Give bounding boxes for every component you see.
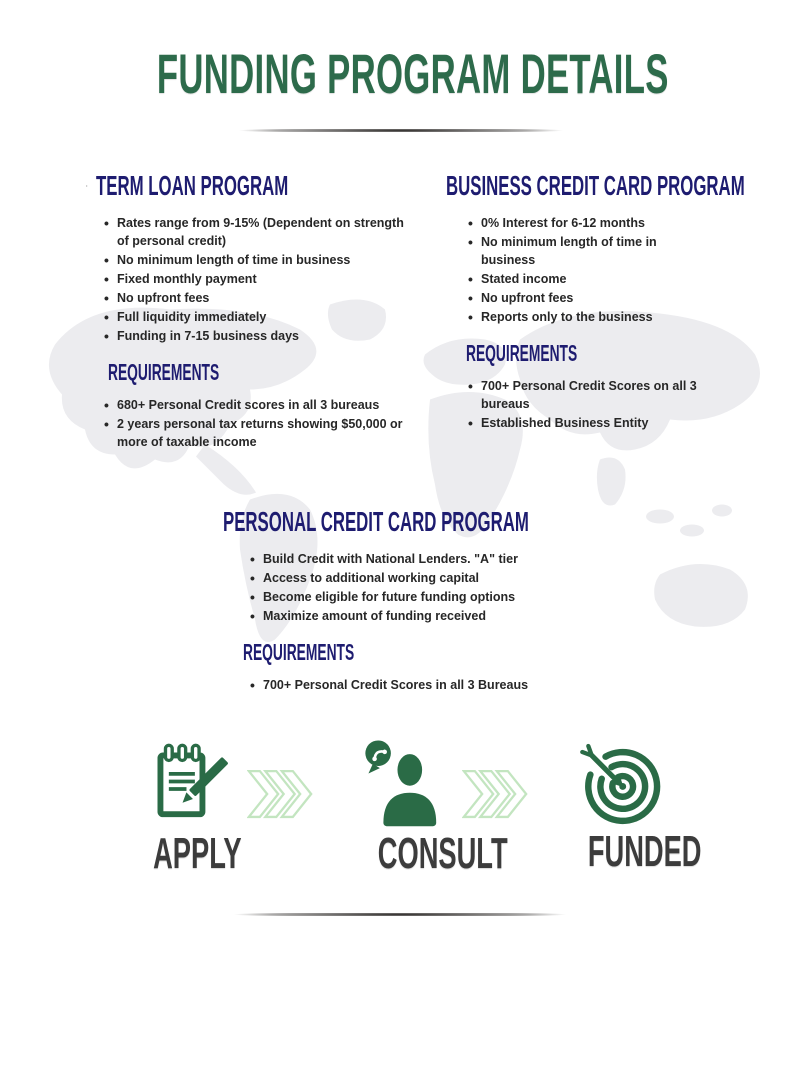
- consultant-phone-icon: [357, 740, 445, 828]
- flag-arrow-icon: [86, 175, 88, 197]
- bullet-item: • 0% Interest for 6-12 months: [468, 214, 668, 232]
- divider: [200, 913, 600, 916]
- bullet-item: • Funding in 7-15 business days: [104, 327, 415, 345]
- section-title: PERSONAL CREDIT CARD PROGRAM: [223, 506, 529, 537]
- business-cc-bullet-list: [468, 214, 668, 326]
- personal-credit-card-program-section: [215, 508, 595, 695]
- step-label: FUNDED: [587, 827, 702, 876]
- step-label: CONSULT: [377, 829, 508, 878]
- term-loan-bullet-list: [104, 214, 415, 345]
- personal-cc-bullet-list: [250, 550, 597, 625]
- bullet-item: • 2 years personal tax returns showing $50,000 or more of taxable income: [104, 415, 415, 451]
- bullet-item: • No upfront fees: [104, 289, 415, 307]
- bullet-item: • Stated income: [468, 270, 668, 288]
- term-loan-program-section: [86, 172, 416, 452]
- business-cc-requirements-list: [468, 377, 709, 432]
- bullet-item: • Build Credit with National Lenders. "A" tier: [250, 550, 597, 568]
- page-title: FUNDING PROGRAM DETAILS: [156, 42, 669, 105]
- triple-chevron-right-icon: [462, 768, 528, 820]
- process-step-apply: [126, 740, 251, 876]
- bullet-item: • 680+ Personal Credit scores in all 3 bureaus: [104, 396, 415, 414]
- divider: [206, 129, 596, 132]
- target-dart-icon: [575, 740, 667, 826]
- requirements-title: REQUIREMENTS: [243, 639, 355, 665]
- bullet-item: • No minimum length of time in business: [468, 233, 668, 269]
- bullet-item: • No minimum length of time in business: [104, 251, 415, 269]
- bullet-item: • 700+ Personal Credit Scores in all 3 Bureaus: [250, 676, 597, 694]
- bullet-item: • Reports only to the business: [468, 308, 668, 326]
- step-label: APPLY: [153, 829, 242, 878]
- bullet-item: • Full liquidity immediately: [104, 308, 415, 326]
- bullet-item: • Maximize amount of funding received: [250, 607, 597, 625]
- bullet-item: • Rates range from 9-15% (Dependent on strength of personal credit): [104, 214, 415, 250]
- bullet-item: • No upfront fees: [468, 289, 668, 307]
- section-title: BUSINESS CREDIT CARD PROGRAM: [446, 170, 745, 201]
- notepad-pencil-icon: [147, 740, 231, 828]
- bullet-item: • Access to additional working capital: [250, 569, 597, 587]
- personal-cc-requirements-list: [250, 676, 597, 694]
- business-credit-card-program-section: [438, 170, 745, 433]
- requirements-title: REQUIREMENTS: [466, 340, 578, 366]
- section-title: TERM LOAN PROGRAM: [95, 170, 288, 201]
- bullet-item: • Fixed monthly payment: [104, 270, 415, 288]
- requirements-title: REQUIREMENTS: [108, 359, 220, 385]
- triple-chevron-right-icon: [247, 768, 313, 820]
- process-step-consult: [338, 740, 508, 878]
- bullet-item: • Established Business Entity: [468, 414, 709, 432]
- bullet-item: • 700+ Personal Credit Scores on all 3 bureaus: [468, 377, 709, 413]
- term-loan-requirements-list: [104, 396, 415, 451]
- bullet-item: • Become eligible for future funding options: [250, 588, 597, 606]
- process-step-funded: [553, 740, 702, 876]
